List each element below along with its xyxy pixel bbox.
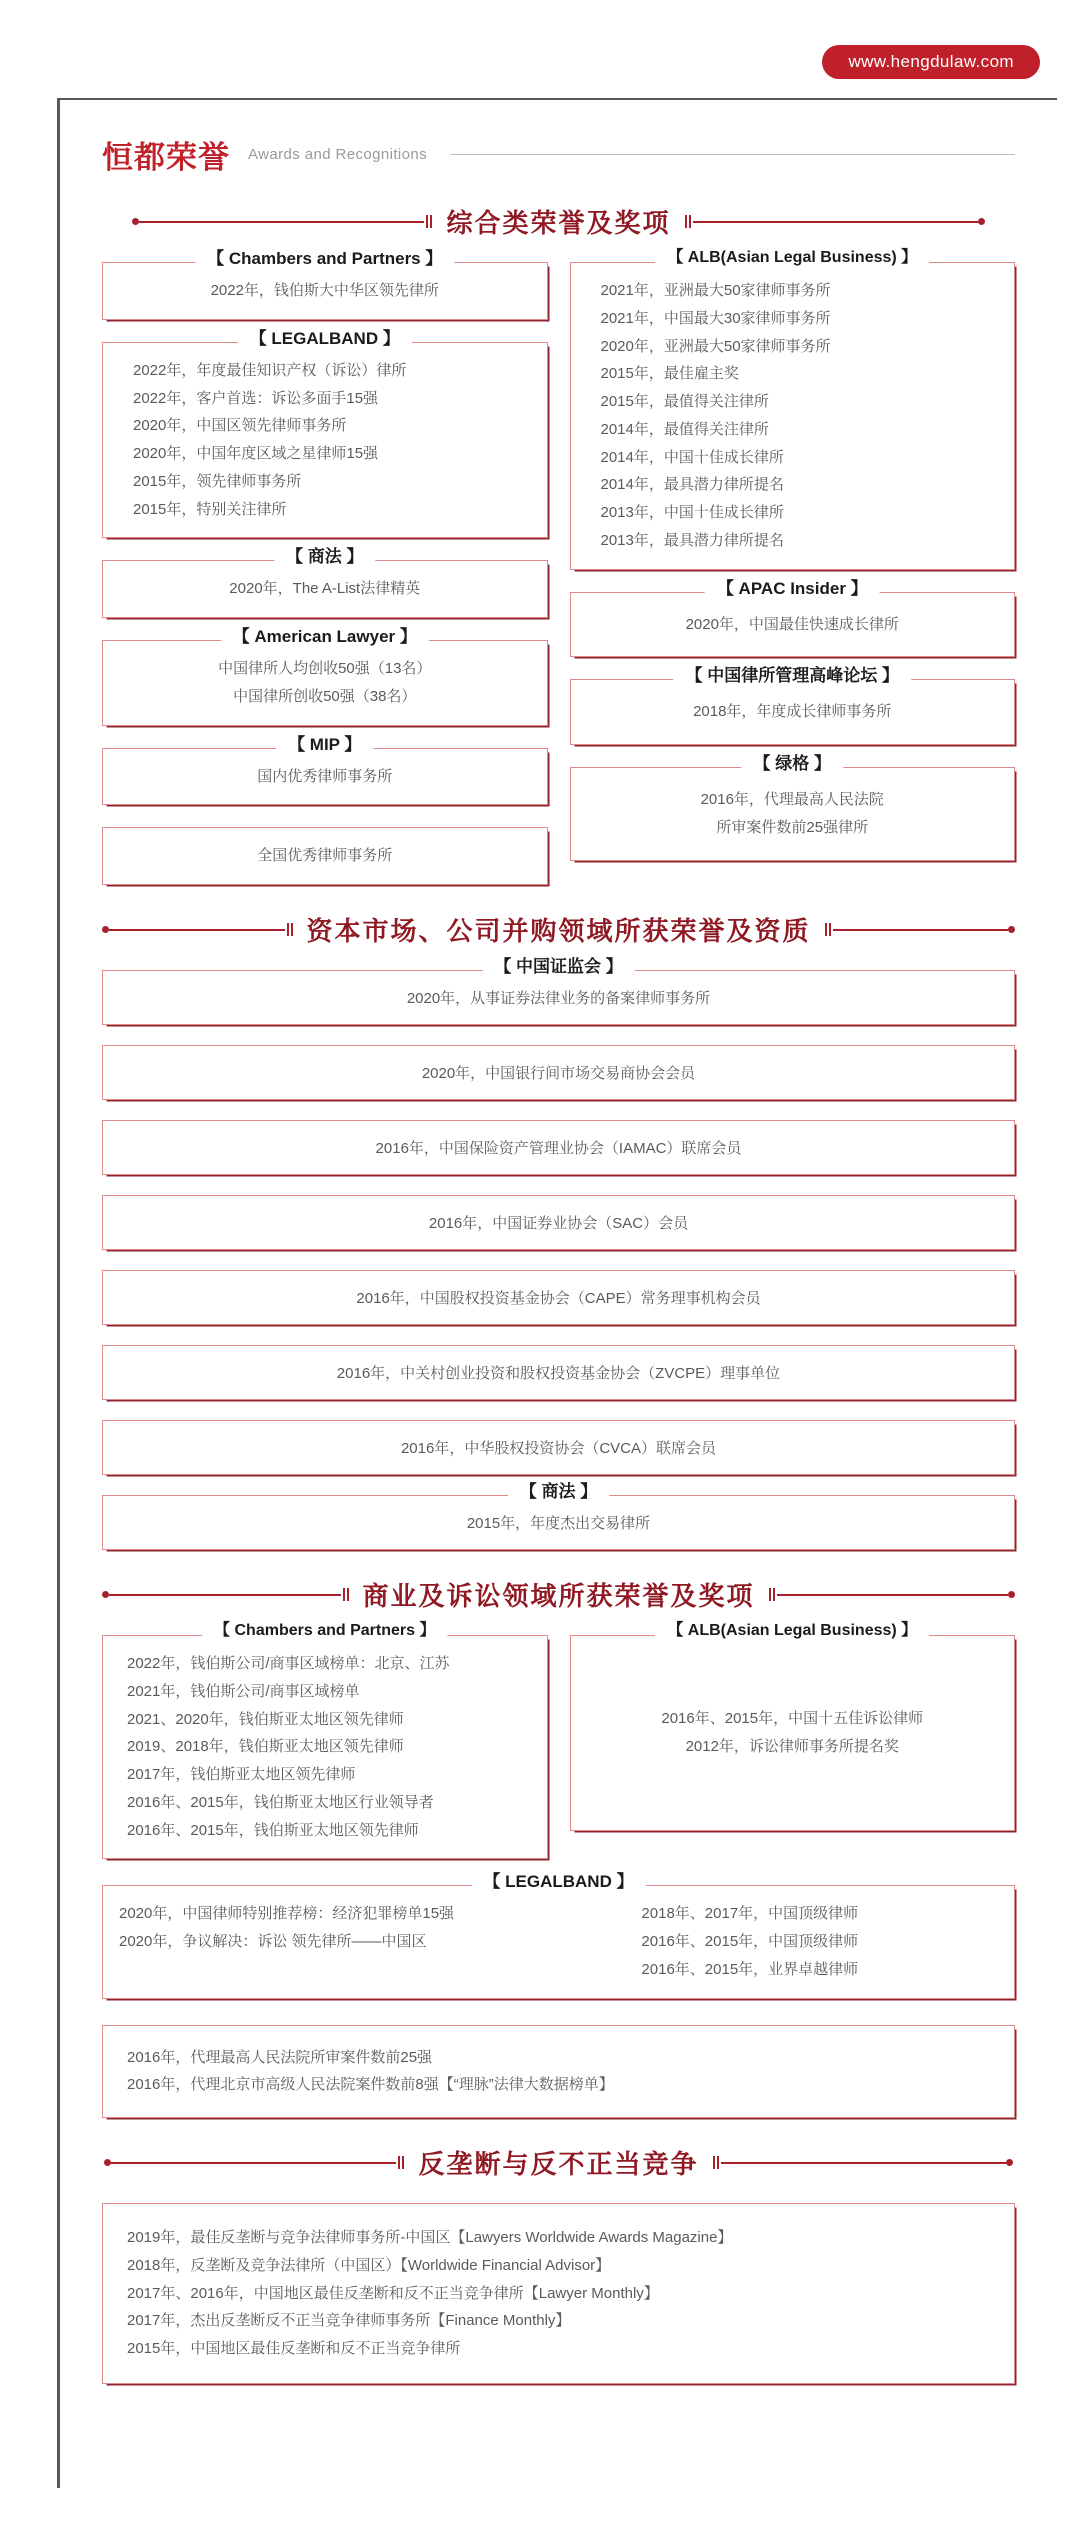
deco-line	[111, 2162, 396, 2164]
deco-line	[721, 2162, 1006, 2164]
award-line: 2015年，最佳雇主奖	[600, 365, 739, 383]
award-box-body	[587, 1705, 999, 1761]
page-content	[60, 100, 1057, 2424]
award-line: 2017年，钱伯斯亚太地区领先律师	[127, 1766, 356, 1783]
section-3-columns	[102, 1622, 1015, 1859]
deco-line	[109, 929, 285, 931]
deco-right-3	[769, 1588, 1016, 1601]
award-box-title: 【 MIP 】	[276, 736, 373, 753]
award-box-title: 【 LEGALBAND 】	[238, 330, 412, 347]
award-line: 2019、2018年，钱伯斯亚太地区领先律师	[127, 1738, 404, 1756]
deco-bar-icon	[773, 1588, 775, 1601]
section-1-columns	[102, 249, 1015, 885]
qualification-row	[102, 1482, 1015, 1550]
award-line: 2021年，亚洲最大50家律师事务所	[600, 282, 831, 299]
deco-bar-icon	[347, 1588, 349, 1601]
award-line: 2020年，The A-List法律精英	[229, 580, 421, 598]
deco-bar-icon	[430, 215, 432, 228]
deco-dot-icon	[102, 1591, 109, 1598]
award-line: 2020年，中国区领先律师事务所	[133, 417, 347, 435]
qualification-row	[102, 957, 1015, 1025]
award-line: 2015年，最值得关注律所	[600, 393, 769, 410]
award-box-body	[119, 575, 531, 603]
award-box-court-cases	[102, 2025, 1015, 2119]
section-3-right-column	[570, 1622, 1016, 1831]
qualification-row-title: 【 商法 】	[508, 1483, 609, 1500]
award-line: 2018年，反垄断及竞争法律所（中国区）【Worldwide Financial Advisor】	[127, 2256, 611, 2274]
header-divider	[451, 154, 1015, 155]
award-box-body	[119, 277, 531, 305]
deco-bar-icon	[685, 215, 687, 228]
deco-bar-icon	[829, 923, 831, 936]
award-line: 2017年，杰出反垄断反不正当竞争律师事务所【Finance Monthly】	[127, 2312, 571, 2330]
award-box-body	[587, 698, 999, 726]
deco-right-1	[685, 215, 985, 228]
page-frame	[57, 98, 1057, 2488]
award-box-title: 【 LEGALBAND 】	[471, 1873, 645, 1890]
award-box-alb-litigation	[570, 1622, 1016, 1831]
award-line: 国内优秀律师事务所	[257, 767, 393, 785]
deco-right-4	[713, 2156, 1013, 2169]
qualification-row-text: 2016年，中关村创业投资和股权投资基金协会（ZVCPE）理事单位	[336, 1365, 781, 1382]
award-line: 2018年、2017年，中国顶级律师	[641, 1905, 859, 1923]
deco-dot-icon	[1006, 2159, 1013, 2166]
award-box-mip	[102, 734, 548, 806]
award-line: 2016年，代理北京市高级人民法院案件数前8强【“理脉”法律大数据榜单】	[127, 2076, 614, 2094]
award-box-title: 【 绿格 】	[742, 755, 843, 772]
award-line: 2014年，中国十佳成长律所	[600, 448, 784, 466]
page-title: 恒都荣誉	[102, 140, 230, 175]
section-title-4: 反垄断与反不正当竞争	[418, 2150, 699, 2180]
award-line: 2015年，领先律师事务所	[133, 472, 302, 490]
award-box-body	[119, 1900, 998, 1983]
award-line: 2019年，最佳反垄断与竞争法律师事务所-中国区【Lawyers Worldwide Awards Magazine】	[127, 2229, 733, 2246]
deco-bar-icon	[402, 2156, 404, 2169]
award-line: 2017年、2016年，中国地区最佳反垄断和反不正当竞争律所【Lawyer Monthly】	[127, 2284, 659, 2302]
qualification-row-text: 2016年，中国保险资产管理业协会（IAMAC）联席会员	[375, 1140, 742, 1157]
deco-dot-icon	[1008, 1591, 1015, 1598]
award-line: 2012年，诉讼律师事务所提名奖	[685, 1738, 899, 1755]
award-line: 2015年，特别关注律所	[133, 500, 287, 518]
award-box-body	[119, 763, 531, 791]
award-box-title: 【 APAC Insider 】	[705, 580, 880, 597]
section-heading-3	[102, 1576, 1015, 1613]
award-line: 2022年，客户首选：诉讼多面手15强	[133, 389, 379, 407]
deco-bar-icon	[689, 215, 691, 228]
deco-line	[777, 1594, 1009, 1596]
award-line: 2016年、2015年，中国顶级律师	[641, 1933, 859, 1950]
award-line: 2018年，年度成长律师事务所	[693, 703, 892, 721]
award-line: 2021、2020年，钱伯斯亚太地区领先律师	[127, 1710, 404, 1728]
qualification-row	[102, 1045, 1015, 1100]
qualification-row	[102, 1120, 1015, 1175]
award-line: 2022年，钱伯斯大中华区领先律所	[210, 282, 439, 299]
section-heading-4	[102, 2144, 1015, 2181]
qualification-row	[102, 1345, 1015, 1400]
award-box-body	[119, 655, 531, 711]
award-box-title: 【 ALB(Asian Legal Business) 】	[655, 250, 929, 266]
award-box-shangfa	[102, 547, 548, 618]
award-line: 2016年，代理最高人民法院所审案件数前25强	[127, 2048, 433, 2066]
deco-line	[693, 221, 978, 223]
deco-bar-icon	[291, 923, 293, 936]
deco-line	[833, 929, 1009, 931]
deco-left-3	[102, 1588, 349, 1601]
qualification-row-text: 2016年，中国证券业协会（SAC）会员	[428, 1215, 689, 1232]
award-line: 2015年，中国地区最佳反垄断和反不正当竞争律所	[127, 2340, 461, 2357]
award-line: 2021年，中国最大30家律师事务所	[600, 309, 831, 327]
award-box-legalband-litigation	[102, 1872, 1015, 1998]
qualification-row-text: 2016年，中华股权投资协会（CVCA）联席会员	[400, 1440, 717, 1457]
award-box-title: 【 商法 】	[274, 548, 375, 565]
website-url-badge[interactable]: www.hengdulaw.com	[822, 45, 1040, 79]
award-box-body	[119, 2044, 998, 2100]
qualification-row	[102, 1195, 1015, 1250]
award-box-lvge	[570, 754, 1016, 861]
award-box-title: 【 American Lawyer 】	[221, 628, 429, 645]
qualification-row-text: 2020年，从事证券法律业务的备案律师事务所	[406, 990, 711, 1007]
award-line: 2020年，中国最佳快速成长律所	[685, 615, 899, 633]
award-line: 2013年，最具潜力律所提名	[600, 531, 784, 549]
deco-bar-icon	[287, 923, 289, 936]
deco-left-2	[102, 923, 293, 936]
award-line: 2016年，代理最高人民法院	[700, 791, 884, 808]
award-box-national	[102, 827, 548, 885]
legalband-left-lines	[119, 1900, 601, 1983]
section-1-right-column	[570, 249, 1016, 861]
qualification-row	[102, 1270, 1015, 1325]
award-box-legalband	[102, 328, 548, 539]
deco-dot-icon	[978, 218, 985, 225]
section-1-left-column	[102, 249, 548, 885]
deco-dot-icon	[132, 218, 139, 225]
award-box-body	[119, 1650, 531, 1844]
award-line: 中国律所人均创收50强（13名）	[218, 660, 432, 677]
page-subtitle: Awards and Recognitions	[248, 146, 428, 163]
deco-bar-icon	[825, 923, 827, 936]
section-heading-1	[102, 203, 1015, 240]
award-box-chambers-litigation	[102, 1622, 548, 1859]
award-line: 2016年、2015年，钱伯斯亚太地区行业领导者	[127, 1793, 434, 1811]
qualification-row-text: 2020年，中国银行间市场交易商协会会员	[421, 1065, 696, 1082]
award-line: 2016年、2015年，中国十五佳诉讼律师	[661, 1710, 924, 1728]
section-3-left-column	[102, 1622, 548, 1859]
award-line: 2013年，中国十佳成长律所	[600, 504, 784, 521]
award-box-alb	[570, 249, 1016, 570]
award-box-body	[587, 611, 999, 639]
deco-line	[139, 221, 424, 223]
qualification-row-text: 2015年，年度杰出交易律所	[466, 1515, 651, 1532]
award-line: 2022年，钱伯斯公司/商事区域榜单：北京、江苏	[127, 1655, 450, 1672]
award-box-body	[119, 2224, 998, 2363]
award-box-title: 【 ALB(Asian Legal Business) 】	[655, 1623, 929, 1639]
award-box-title: 【 中国律所管理高峰论坛 】	[674, 667, 911, 684]
qualification-row	[102, 1420, 1015, 1475]
award-line: 2020年，中国年度区域之星律师15强	[133, 445, 379, 462]
award-line: 2016年、2015年，钱伯斯亚太地区领先律师	[127, 1821, 419, 1839]
award-line: 2016年、2015年，业界卓越律师	[641, 1960, 859, 1978]
award-box-law-firm-forum	[570, 666, 1016, 745]
award-line: 中国律所创收50强（38名）	[233, 687, 417, 705]
deco-dot-icon	[104, 2159, 111, 2166]
qualification-row-text: 2016年，中国股权投资基金协会（CAPE）常务理事机构会员	[356, 1290, 761, 1307]
award-box-body	[587, 786, 999, 842]
award-line: 2014年，最具潜力律所提名	[600, 476, 784, 494]
award-line: 2014年，最值得关注律所	[600, 420, 769, 438]
award-box-title: 【 Chambers and Partners 】	[195, 250, 454, 267]
section-title-2: 资本市场、公司并购领域所获荣誉及资质	[306, 917, 811, 947]
deco-bar-icon	[713, 2156, 715, 2169]
deco-right-2	[825, 923, 1016, 936]
award-box-chambers	[102, 249, 548, 320]
brand-header	[102, 132, 1015, 177]
award-line: 2020年，中国律师特别推荐榜：经济犯罪榜单15强	[119, 1905, 455, 1923]
deco-bar-icon	[426, 215, 428, 228]
section-2-rows	[102, 957, 1015, 1550]
award-line: 2022年，年度最佳知识产权（诉讼）律所	[133, 361, 407, 379]
award-box-body	[587, 277, 999, 555]
deco-left-4	[104, 2156, 404, 2169]
section-title-3: 商业及诉讼领域所获荣誉及奖项	[362, 1582, 755, 1612]
award-line: 全国优秀律师事务所	[257, 847, 393, 865]
award-box-title: 【 Chambers and Partners 】	[202, 1623, 447, 1639]
legalband-right-lines	[641, 1900, 998, 1983]
award-box-body	[119, 357, 531, 524]
award-line: 所审案件数前25强律所	[716, 818, 869, 836]
deco-bar-icon	[398, 2156, 400, 2169]
section-heading-2	[102, 911, 1015, 948]
award-line: 2020年，亚洲最大50家律师事务所	[600, 337, 831, 355]
deco-bar-icon	[717, 2156, 719, 2169]
deco-line	[109, 1594, 341, 1596]
award-box-body	[119, 842, 531, 870]
award-line: 2021年，钱伯斯公司/商事区域榜单	[127, 1682, 360, 1700]
award-box-american-lawyer	[102, 627, 548, 726]
award-box-antitrust	[102, 2203, 1015, 2384]
award-line: 2020年，争议解决：诉讼 领先律所——中国区	[119, 1933, 427, 1950]
deco-bar-icon	[343, 1588, 345, 1601]
qualification-row-title: 【 中国证监会 】	[482, 958, 634, 975]
award-box-apac-insider	[570, 578, 1016, 658]
deco-left-1	[132, 215, 432, 228]
deco-dot-icon	[102, 926, 109, 933]
deco-dot-icon	[1008, 926, 1015, 933]
section-title-1: 综合类荣誉及奖项	[446, 209, 671, 239]
deco-bar-icon	[769, 1588, 771, 1601]
